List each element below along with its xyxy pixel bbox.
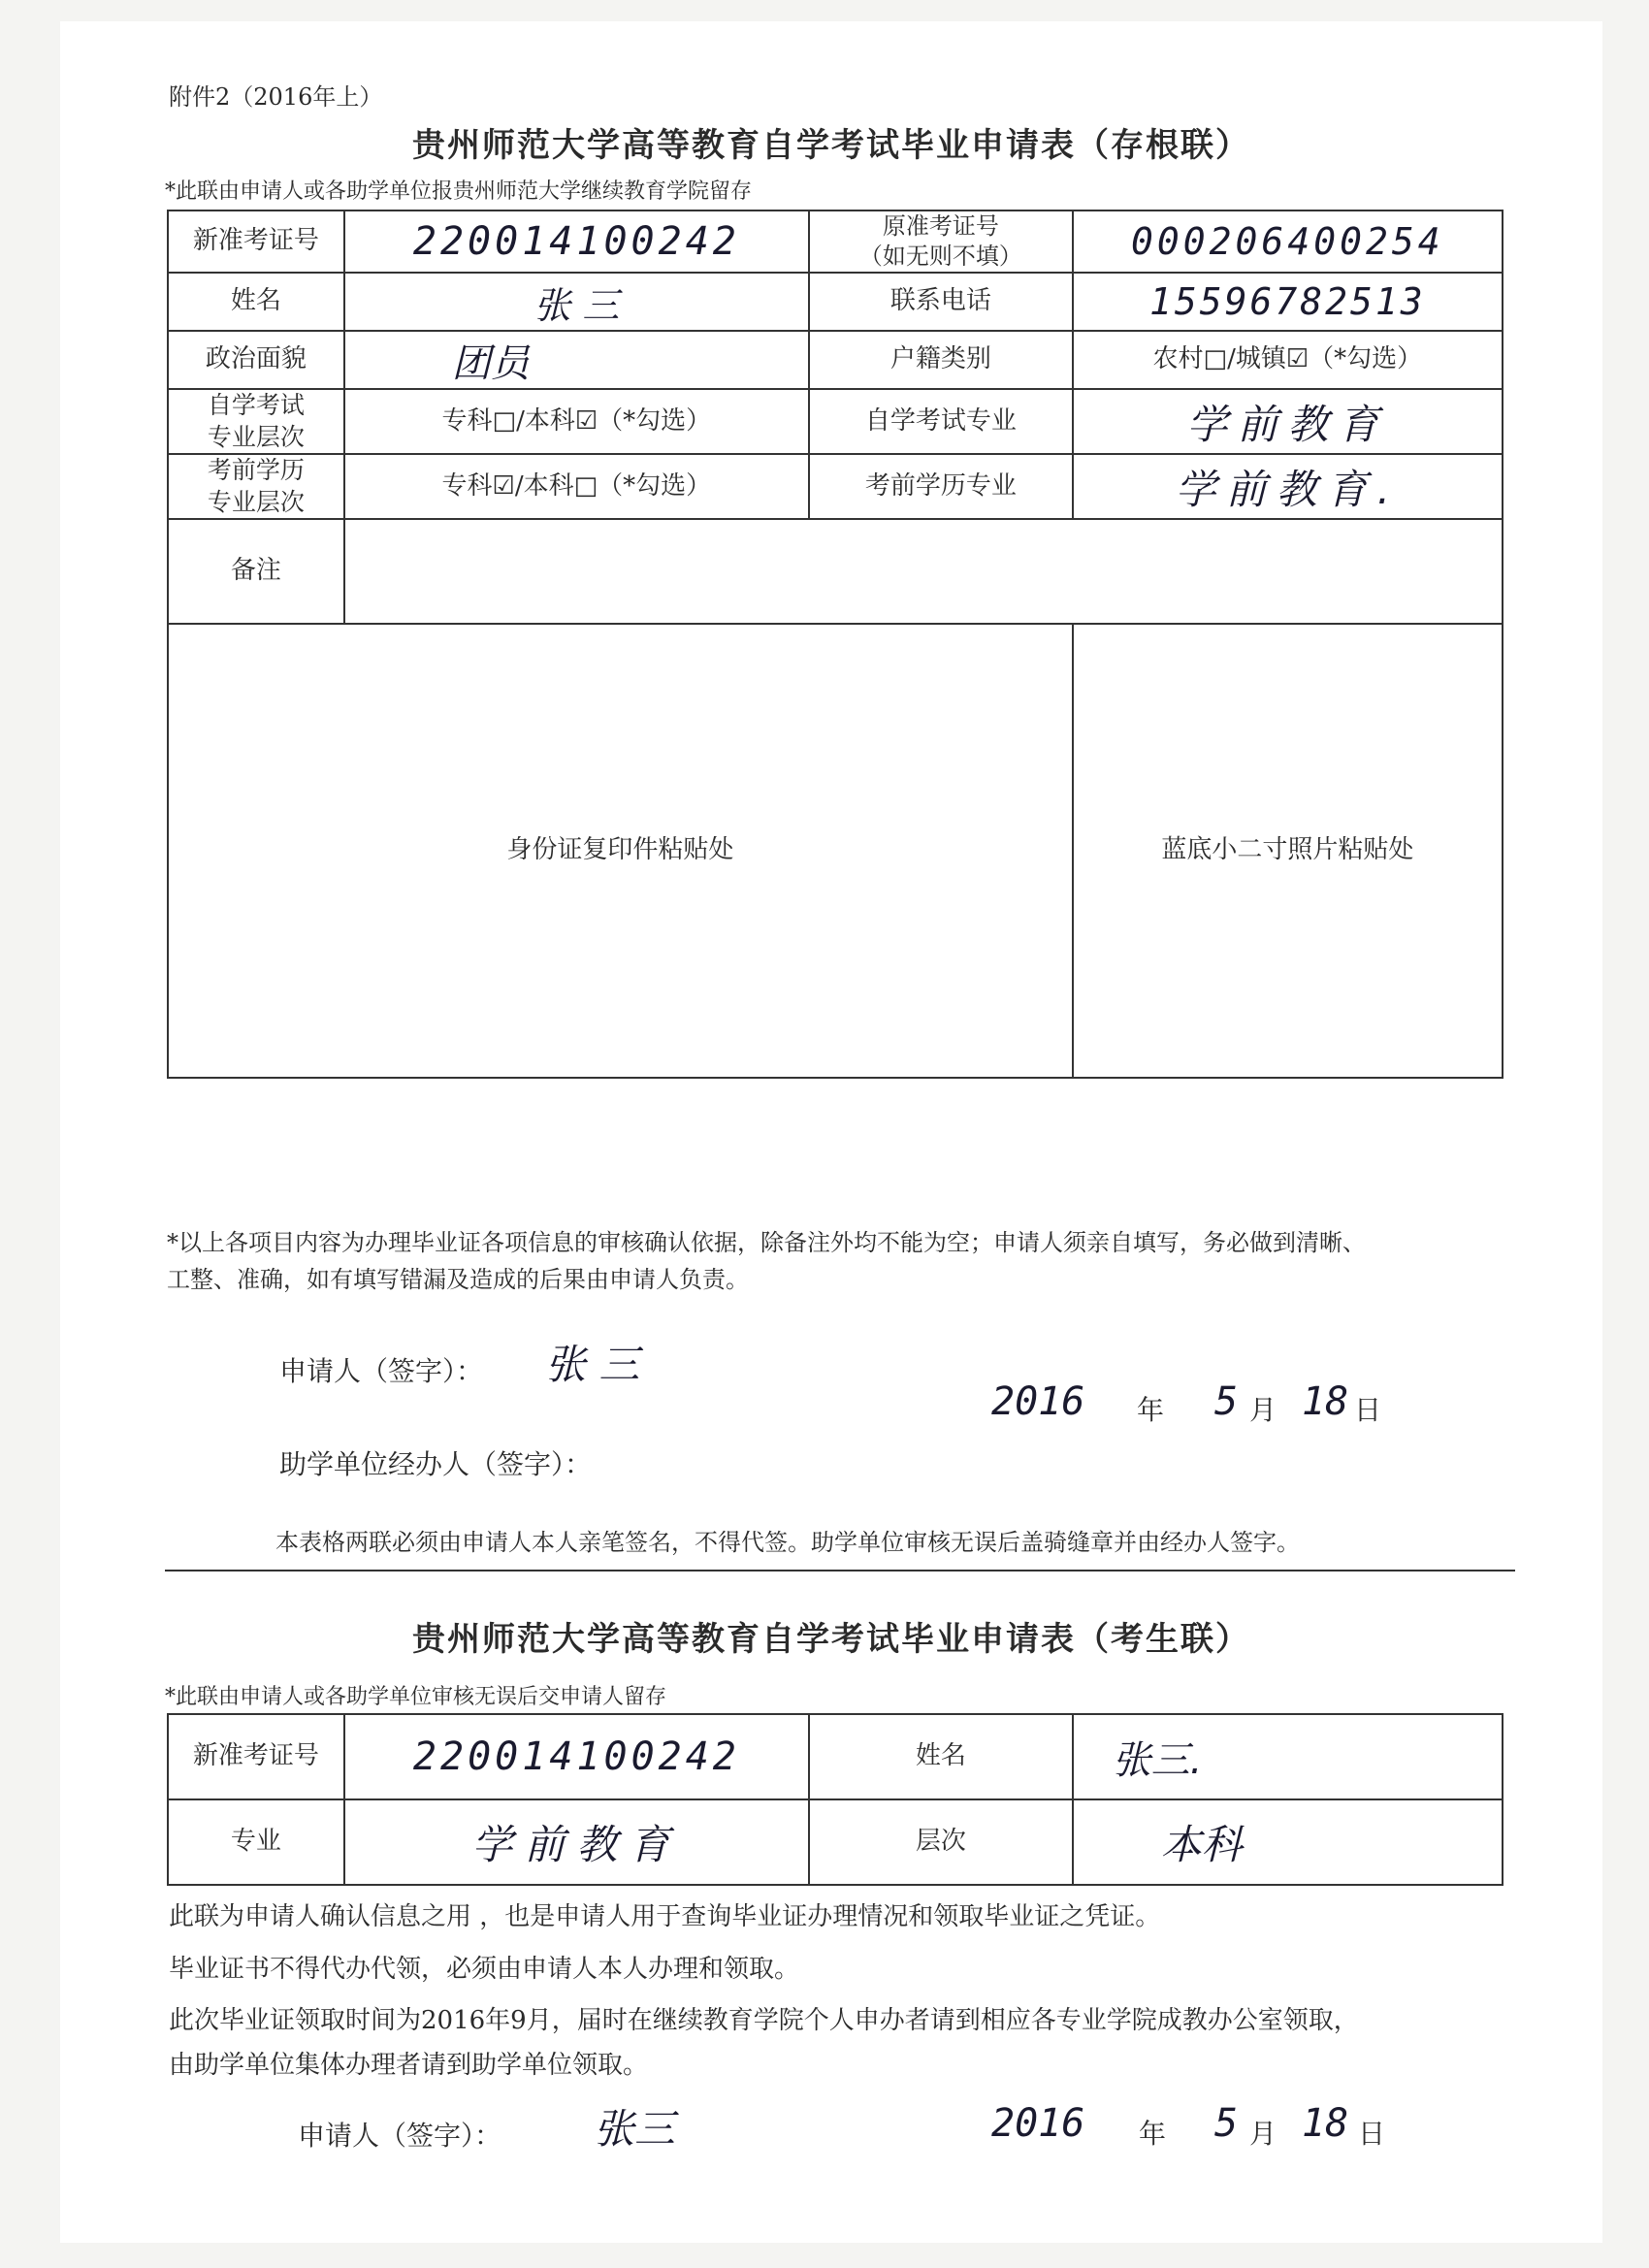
household-label: 户籍类别 [809,331,1073,389]
orig-exam-no-label: 原准考证号 （如无则不填） [809,211,1073,273]
remarks-field[interactable] [344,519,1503,624]
prior-major-label: 考前学历专业 [809,454,1073,519]
stub-title: 贵州师范大学高等教育自学考试毕业申请表（存根联） [412,126,1250,165]
stub-applicant-label: 申请人（签字）： [279,1355,484,1387]
student-applicant-label: 申请人（签字）： [298,2120,502,2152]
phone-label: 联系电话 [809,273,1073,331]
student-major-field[interactable]: 学前教育 [344,1799,809,1885]
student-note: *此联由申请人或各助学单位审核无误后交申请人留存 [165,1685,667,1709]
new-exam-no-field[interactable]: 220014100242 [344,211,809,273]
name-label: 姓名 [168,273,344,331]
id-copy-area: 身份证复印件粘贴处 [168,624,1073,1078]
remarks-label: 备注 [168,519,344,624]
student-title: 贵州师范大学高等教育自学考试毕业申请表（考生联） [412,1620,1250,1659]
student-exam-no-label: 新准考证号 [168,1714,344,1799]
form-page [60,21,1602,2243]
student-date: 2016 年 5 月 18 日 [991,2101,1386,2150]
student-major-label: 专业 [168,1799,344,1885]
student-name-field[interactable]: 张三. [1073,1714,1503,1799]
agent-label: 助学单位经办人（签字）： [279,1448,593,1480]
orig-exam-no-field[interactable]: 000206400254 [1073,211,1503,273]
self-level-options[interactable]: 专科□/本科☑（*勾选） [344,389,809,454]
student-exam-no-field[interactable]: 220014100242 [344,1714,809,1799]
stub-applicant-signature[interactable]: 张 三 [545,1341,640,1388]
self-level-label: 自学考试 专业层次 [168,389,344,454]
name-field[interactable]: 张 三 [344,273,809,331]
stub-note: *此联由申请人或各助学单位报贵州师范大学继续教育学院留存 [165,179,753,204]
photo-area: 蓝底小二寸照片粘贴处 [1073,624,1503,1078]
student-table [167,1713,1504,1886]
stub-date: 2016 年 5 月 18 日 [991,1379,1382,1426]
stub-table [167,210,1504,1079]
prior-level-options[interactable]: 专科☑/本科□（*勾选） [344,454,809,519]
prior-major-field[interactable]: 学前教育. [1073,454,1503,519]
household-options[interactable]: 农村□/城镇☑（*勾选） [1073,331,1503,389]
student-instructions: 此联为申请人确认信息之用 ，也是申请人用于查询毕业证办理情况和领取毕业证之凭证。 毕业证书不得代办代领，必须由申请人本人办理和领取。 此次毕业证领取时间为2016年9月，届时在继续教育学院个人申办者请到相应各专业学院成教办公室领取， 由助学单位集体办理者请到助学单位领取。 [169,1902,1359,2080]
student-level-label: 层次 [809,1799,1073,1885]
new-exam-no-label: 新准考证号 [168,211,344,273]
political-field[interactable]: 团员 [344,331,809,389]
self-major-label: 自学考试专业 [809,389,1073,454]
phone-field[interactable]: 15596782513 [1073,273,1503,331]
disclaimer: *以上各项目内容为办理毕业证各项信息的审核确认依据，除备注外均不能为空；申请人须亲自填写，务必做到清晰、 工整、准确，如有填写错漏及造成的后果由申请人负责。 [167,1229,1366,1294]
sign-rule: 本表格两联必须由申请人本人亲笔签名，不得代签。助学单位审核无误后盖骑缝章并由经办人签字。 [275,1529,1300,1556]
prior-level-label: 考前学历 专业层次 [168,454,344,519]
student-name-label: 姓名 [809,1714,1073,1799]
attachment-label: 附件2（2016年上） [169,83,383,111]
political-label: 政治面貌 [168,331,344,389]
self-major-field[interactable]: 学前教育 [1073,389,1503,454]
student-level-field[interactable]: 本科 [1073,1799,1503,1885]
cut-line [165,1570,1515,1571]
student-applicant-signature[interactable]: 张三 [594,2105,676,2153]
